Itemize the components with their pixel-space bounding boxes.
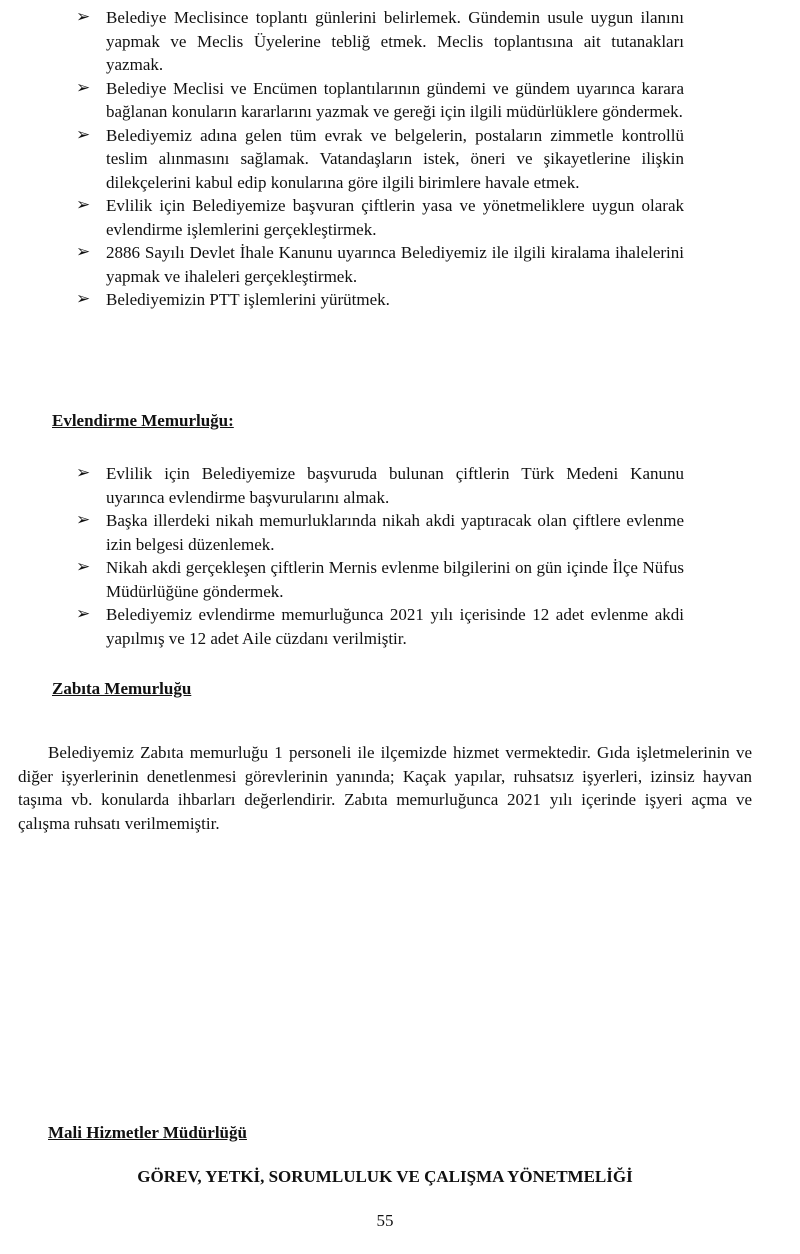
arrow-bullet-icon: ➢	[76, 289, 91, 309]
arrow-bullet-icon: ➢	[76, 195, 91, 215]
arrow-bullet-icon: ➢	[76, 604, 91, 624]
list-item: ➢ Evlilik için Belediyemize başvuruda bulunan çiftlerin Türk Medeni Kanunu uyarınca evlendirme başvurularını almak.	[76, 463, 684, 507]
list-item: ➢ Belediyemizin PTT işlemlerini yürütmek.	[74, 288, 684, 312]
list-item: ➢ 2886 Sayılı Devlet İhale Kanunu uyarınca Belediyemiz ile ilgili kiralama ihalelerini yapmak ve ihaleleri gerçekleştirmek.	[76, 242, 684, 286]
mali-hizmetler-heading: Mali Hizmetler Müdürlüğü	[48, 1123, 247, 1142]
arrow-bullet-icon: ➢	[76, 124, 91, 145]
arrow-bullet-icon: ➢	[76, 557, 91, 577]
zabita-heading: Zabıta Memurluğu	[52, 679, 192, 698]
arrow-bullet-icon: ➢	[76, 463, 91, 483]
page-number: 55	[376, 1211, 394, 1230]
duties-list	[74, 6, 684, 312]
list-item: ➢ Evlilik için Belediyemize başvuran çiftlerin yasa ve yönetmeliklere uygun olarak evlendirme işlemlerini gerçekleştirmek.	[76, 195, 684, 239]
list-item: ➢ Belediye Meclisi ve Encümen toplantılarının gündemi ve gündem uyarınca karara bağlanan konuların kararlarını yazmak ve gereği için ilgili müdürlüklere göndermek.	[76, 77, 684, 121]
list-item: ➢ Belediye Meclisince toplantı günlerini belirlemek. Gündemin usule uygun ilanını yapmak ve Meclis Üyelerine tebliğ etmek. Meclis toplantısına ait tutanakları yazmak.	[76, 7, 684, 74]
list-item: ➢ Nikah akdi gerçekleşen çiftlerin Mernis evlenme bilgilerini on gün içinde İlçe Nüfus Müdürlüğüne göndermek.	[76, 557, 684, 601]
list-item: ➢ Başka illerdeki nikah memurluklarında nikah akdi yaptıracak olan çiftlere evlenme izin belgesi düzenlemek.	[76, 510, 684, 554]
zabita-paragraph: Belediyemiz Zabıta memurluğu 1 personeli ile ilçemizde hizmet vermektedir. Gıda işletmelerinin ve diğer işyerlerinin denetlenmesi görevlerinin yanında; Kaçak yapılar, ruhsatsız işyerleri, izinsiz hayvan taşıma vb. konularda ihbarları değerlendirir. Zabıta memurluğunca 2021 yılı içerinde işyeri açma ve çalışma ruhsatı verilmemiştir.	[18, 743, 752, 833]
evlendirme-list	[74, 462, 684, 650]
list-item: ➢ Belediyemiz adına gelen tüm evrak ve belgelerin, postaların zimmetle kontrollü teslim alınmasını sağlamak. Vatandaşların istek, öneri ve şikayetlerine ilişkin dilekçelerini kabul edip konularına göre ilgili birimlere havale etmek.	[76, 124, 684, 192]
arrow-bullet-icon: ➢	[76, 77, 91, 98]
arrow-bullet-icon: ➢	[76, 7, 91, 27]
list-item: ➢ Belediyemiz evlendirme memurluğunca 2021 yılı içerisinde 12 adet evlenme akdi yapılmış ve 12 adet Aile cüzdanı verilmiştir.	[76, 604, 684, 648]
evlendirme-heading: Evlendirme Memurluğu:	[52, 411, 234, 430]
arrow-bullet-icon: ➢	[76, 510, 91, 530]
regulation-title: GÖREV, YETKİ, SORUMLULUK VE ÇALIŞMA YÖNETMELİĞİ	[137, 1167, 633, 1186]
arrow-bullet-icon: ➢	[76, 242, 91, 262]
